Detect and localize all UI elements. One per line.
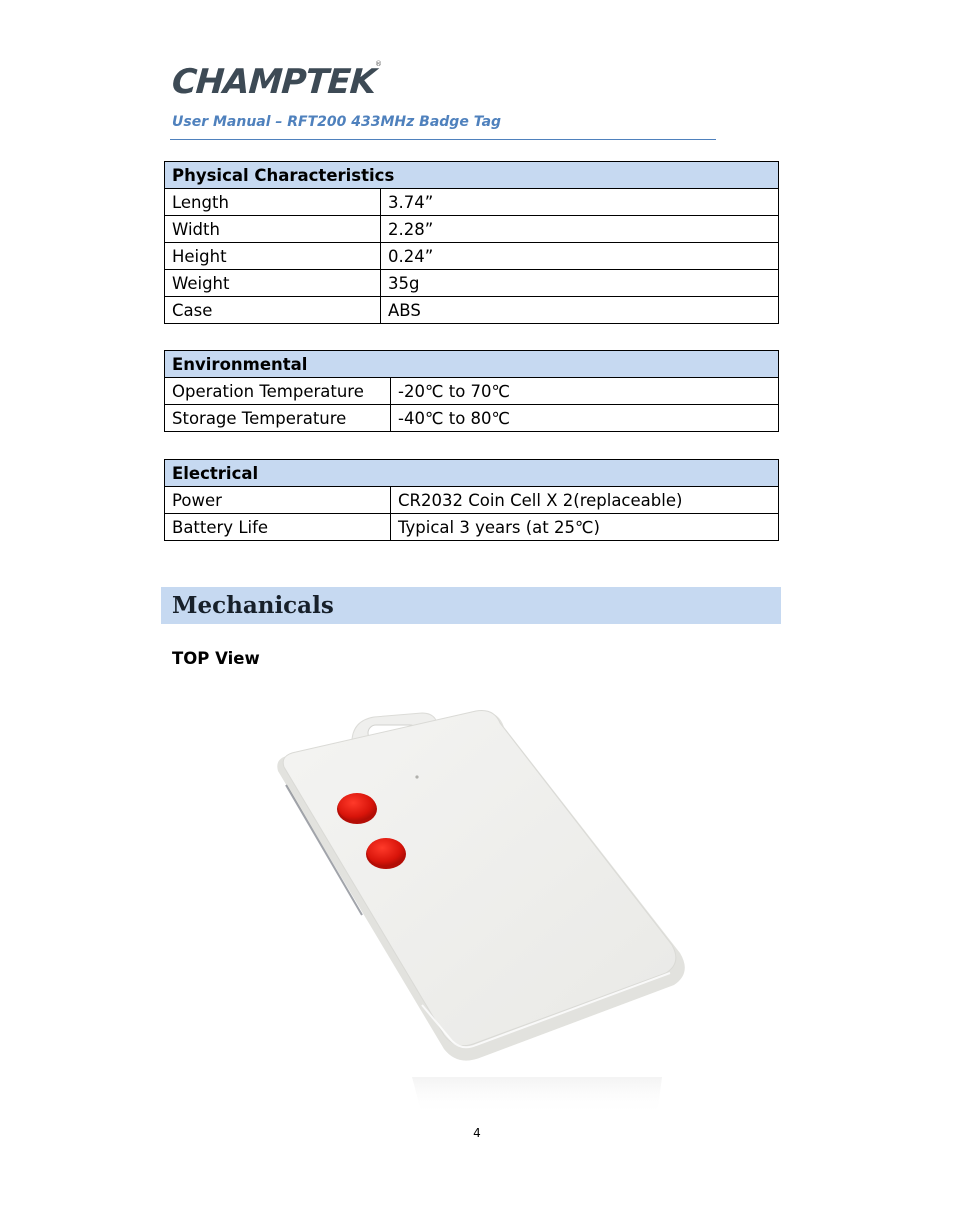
row-value: 3.74” xyxy=(381,189,779,216)
registered-mark: ® xyxy=(375,60,382,68)
champtek-logo: CHAMPTEK xyxy=(170,62,377,102)
row-value: Typical 3 years (at 25℃) xyxy=(391,514,779,541)
table-row xyxy=(165,514,779,541)
badge-tag-photo xyxy=(262,705,702,1125)
table-heading: Electrical xyxy=(165,460,779,487)
table-row xyxy=(165,487,779,514)
table-row xyxy=(165,270,779,297)
table-row xyxy=(165,378,779,405)
physical-characteristics-table xyxy=(164,161,779,324)
row-value: CR2032 Coin Cell X 2(replaceable) xyxy=(391,487,779,514)
row-label: Operation Temperature xyxy=(165,378,391,405)
row-label: Battery Life xyxy=(165,514,391,541)
section-heading-band xyxy=(161,587,781,624)
page-number: 4 xyxy=(473,1126,481,1140)
row-value: 0.24” xyxy=(381,243,779,270)
row-label: Storage Temperature xyxy=(165,405,391,432)
row-label: Power xyxy=(165,487,391,514)
row-value: -20℃ to 70℃ xyxy=(391,378,779,405)
table-heading: Environmental xyxy=(165,351,779,378)
row-label: Width xyxy=(165,216,381,243)
row-value: -40℃ to 80℃ xyxy=(391,405,779,432)
table-row xyxy=(165,189,779,216)
row-label: Weight xyxy=(165,270,381,297)
subheading: TOP View xyxy=(172,649,260,668)
row-label: Length xyxy=(165,189,381,216)
table-row xyxy=(165,243,779,270)
row-value: ABS xyxy=(381,297,779,324)
table-row xyxy=(165,405,779,432)
row-label: Height xyxy=(165,243,381,270)
row-label: Case xyxy=(165,297,381,324)
table-row xyxy=(165,297,779,324)
electrical-table xyxy=(164,459,779,541)
row-value: 35g xyxy=(381,270,779,297)
document-title: User Manual – RFT200 433MHz Badge Tag xyxy=(172,114,502,130)
section-title: Mechanicals xyxy=(172,592,334,619)
row-value: 2.28” xyxy=(381,216,779,243)
table-row xyxy=(165,216,779,243)
environmental-table xyxy=(164,350,779,432)
header-divider xyxy=(170,139,716,140)
table-heading: Physical Characteristics xyxy=(165,162,779,189)
